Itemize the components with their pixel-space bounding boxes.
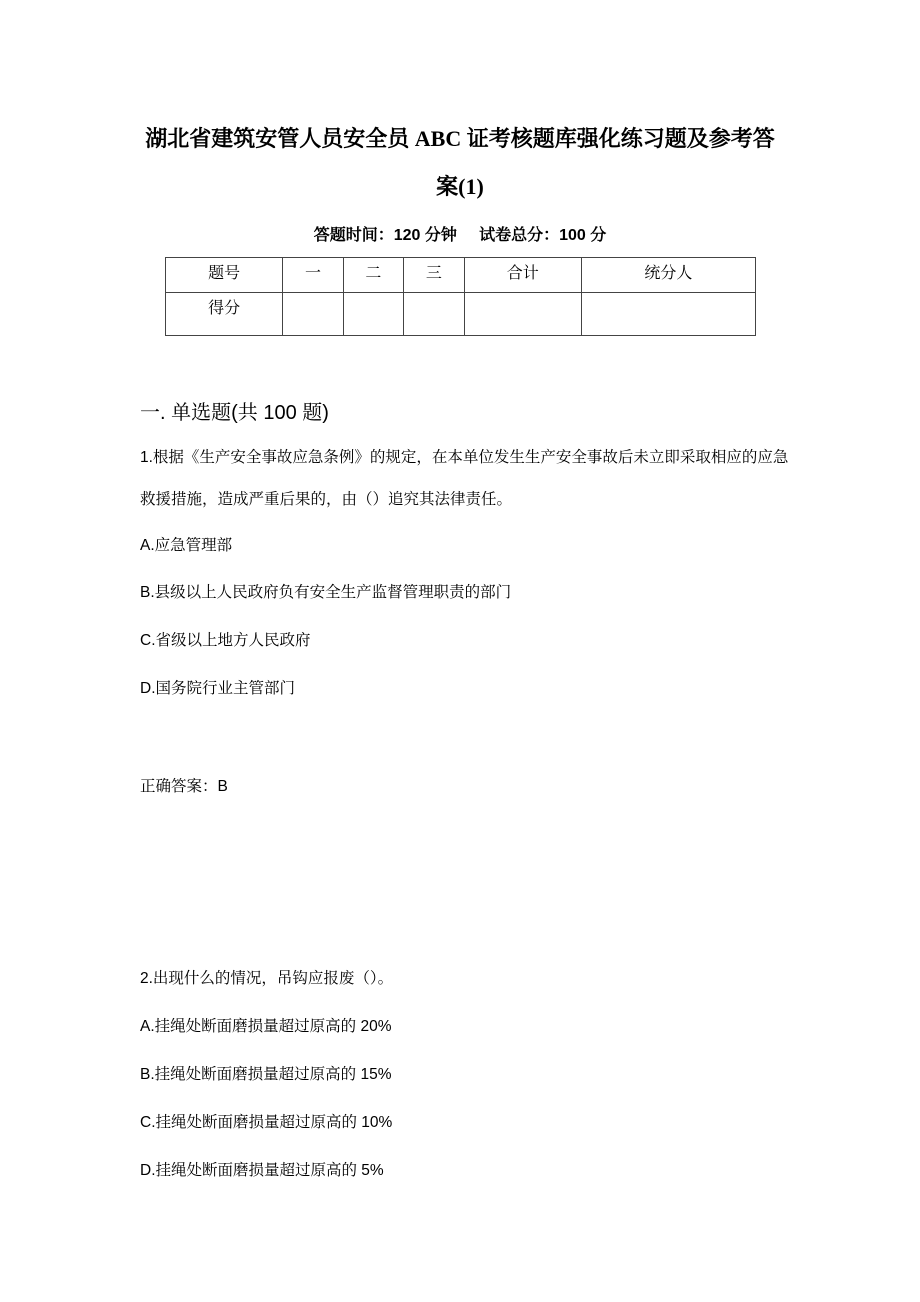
- question-2-text: 2.出现什么的情况，吊钩应报废（）。: [140, 970, 394, 987]
- score-table: [165, 257, 756, 336]
- question-1-option-c: C.省级以上地方人民政府: [140, 632, 311, 649]
- question-1-answer: 正确答案：B: [140, 778, 228, 795]
- score-cell: [464, 293, 581, 336]
- score-cell: [404, 293, 464, 336]
- score-cell: [581, 293, 755, 336]
- score-cell: [343, 293, 403, 336]
- question-1-option-b: B.县级以上人民政府负有安全生产监督管理职责的部门: [140, 584, 512, 601]
- header-cell: 合计: [464, 258, 581, 293]
- header-cell: 统分人: [581, 258, 755, 293]
- question-1-option-a: A.应急管理部: [140, 537, 233, 554]
- header-cell: 题号: [166, 258, 283, 293]
- row-label-cell: 得分: [166, 293, 283, 336]
- question-2-option-c: C.挂绳处断面磨损量超过原高的 10%: [140, 1114, 393, 1131]
- document-title-line1: 湖北省建筑安管人员安全员 ABC 证考核题库强化练习题及参考答: [145, 126, 775, 151]
- header-cell: 三: [404, 258, 464, 293]
- score-table-header-row: [166, 258, 756, 293]
- document-title-line2: 案(1): [436, 174, 484, 199]
- question-1-text: 1.根据《生产安全事故应急条例》的规定，在本单位发生生产安全事故后未立即采取相应的应急救援措施，造成严重后果的，由（）追究其法律责任。: [140, 449, 789, 508]
- question-1-option-d: D.国务院行业主管部门: [140, 680, 296, 697]
- section-title: 一. 单选题(共 100 题): [140, 402, 329, 424]
- header-cell: 一: [283, 258, 343, 293]
- question-2-option-b: B.挂绳处断面磨损量超过原高的 15%: [140, 1066, 392, 1083]
- score-table-score-row: [166, 293, 756, 336]
- question-2-option-d: D.挂绳处断面磨损量超过原高的 5%: [140, 1162, 384, 1179]
- exam-info: 答题时间：120 分钟 试卷总分：100 分: [313, 227, 607, 244]
- header-cell: 二: [343, 258, 403, 293]
- score-cell: [283, 293, 343, 336]
- question-2-option-a: A.挂绳处断面磨损量超过原高的 20%: [140, 1018, 392, 1035]
